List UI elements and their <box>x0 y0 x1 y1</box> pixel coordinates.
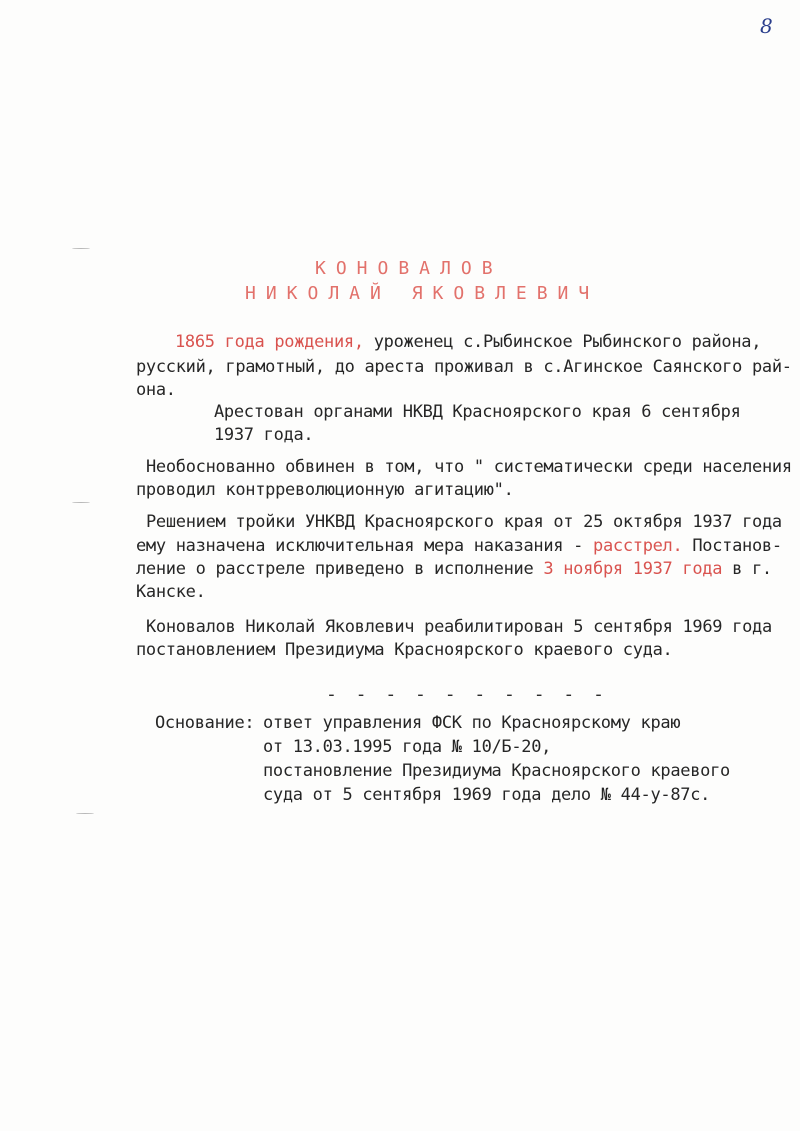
execution-date: 3 ноября 1937 года <box>543 559 723 579</box>
bio-line-2: русский, грамотный, до ареста проживал в с.Агинское Саянского рай- <box>136 357 792 377</box>
rehab-line-1: Коновалов Николай Яковлевич реабилитирован 5 сентября 1969 года <box>146 617 772 637</box>
section-divider: - - - - - - - - - - <box>326 684 608 705</box>
birthplace-text: уроженец с.Рыбинское Рыбинского района, <box>363 332 762 352</box>
execution-note-b: в г. <box>722 559 772 579</box>
rehab-line-2: постановлением Президиума Красноярского краевого суда. <box>136 640 673 660</box>
person-surname: КОНОВАЛОВ <box>315 258 503 279</box>
execution-text: расстрел. <box>593 536 683 556</box>
charge-line-2: проводил контрреволюционную агитацию". <box>136 480 514 500</box>
page-number: 8 <box>760 14 773 38</box>
sentence-line-2 <box>136 535 782 557</box>
sentence-line-3 <box>136 558 772 580</box>
bio-line-1 <box>175 331 761 353</box>
basis-line-2: от 13.03.1995 года № 10/Б-20, <box>263 737 552 757</box>
punch-mark-top <box>72 248 90 250</box>
sentence-line-4: Канске. <box>136 582 206 602</box>
basis-line-4: суда от 5 сентября 1969 года дело № 44-у-87с. <box>263 785 711 805</box>
arrest-line-2: 1937 года. <box>214 425 314 445</box>
basis-line-3: постановление Президиума Красноярского краевого <box>263 761 730 781</box>
bio-line-3: она. <box>136 380 176 400</box>
person-name: НИКОЛАЙ ЯКОВЛЕВИЧ <box>245 283 600 304</box>
execution-note-a: ление о расстреле приведено в исполнение <box>136 559 544 579</box>
sentence-line-1: Решением тройки УНКВД Красноярского края от 25 октября 1937 года <box>146 512 782 532</box>
basis-label: Основание: <box>155 713 255 733</box>
birth-year-text: 1865 года рождения, <box>175 332 364 352</box>
sentence-text-a: ему назначена исключительная мера наказания - <box>136 536 594 556</box>
sentence-text-b: Постанов- <box>682 536 782 556</box>
punch-mark-middle <box>72 502 90 504</box>
arrest-line-1: Арестован органами НКВД Красноярского края 6 сентября <box>214 402 741 422</box>
basis-line-1: ответ управления ФСК по Красноярскому краю <box>263 713 681 733</box>
charge-line-1: Необоснованно обвинен в том, что " систематически среди населения <box>146 457 792 477</box>
punch-mark-bottom <box>76 813 94 815</box>
